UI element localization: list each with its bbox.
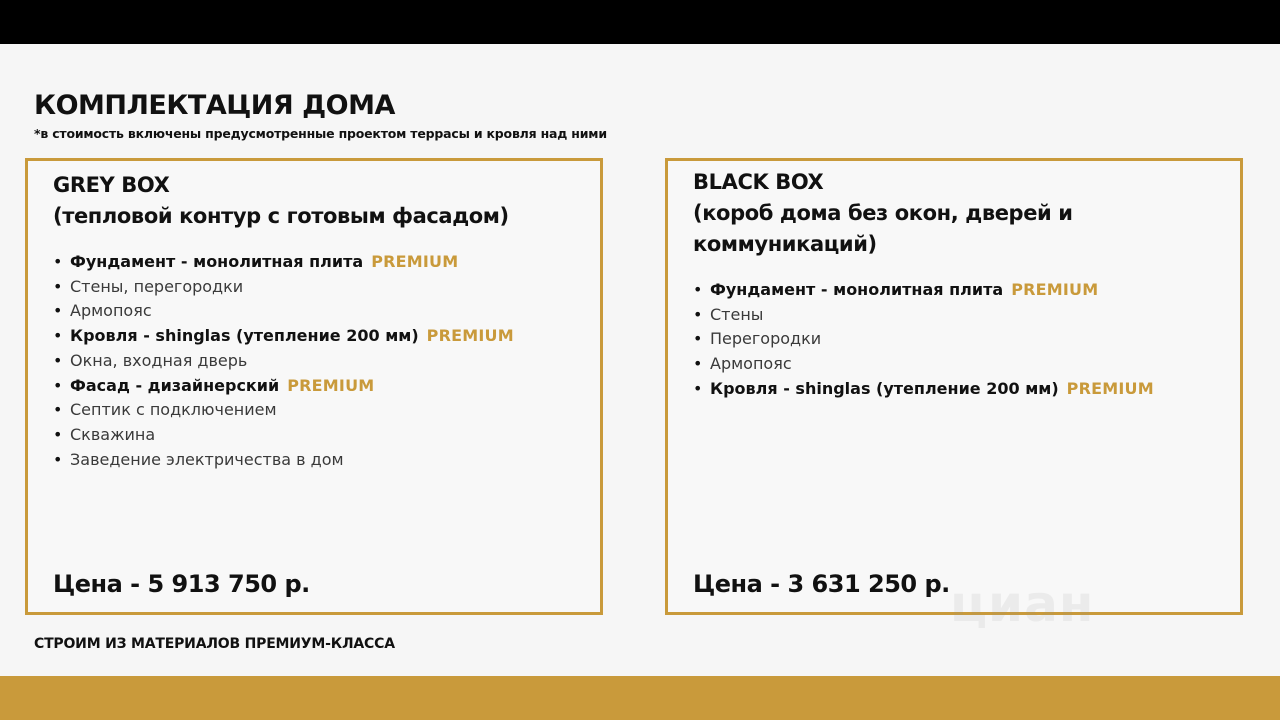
list-item: [53, 398, 514, 423]
bullet-icon: •: [53, 350, 63, 370]
bullet-icon: •: [53, 375, 63, 395]
card-title-description-line2: коммуникаций): [693, 232, 877, 256]
feature-text: Заведение электричества в дом: [70, 449, 344, 469]
feature-text: Стены, перегородки: [70, 276, 244, 296]
list-item: [693, 303, 1154, 328]
page-subtitle: *в стоимость включены предусмотренные проектом террасы и кровля над ними: [34, 126, 607, 141]
bottom-bar: [0, 676, 1280, 720]
price: Цена - 5 913 750 р.: [53, 570, 310, 598]
list-item: [693, 327, 1154, 352]
card-title-name: BLACK BOX: [693, 170, 824, 194]
feature-text: Фасад - дизайнерский: [70, 375, 280, 395]
premium-badge: PREMIUM: [287, 375, 375, 395]
card-title-description: (тепловой контур с готовым фасадом): [53, 204, 509, 228]
feature-text: Окна, входная дверь: [70, 350, 248, 370]
card-title: [693, 167, 1233, 260]
feature-text: Кровля - shinglas (утепление 200 мм): [710, 378, 1059, 398]
premium-badge: PREMIUM: [426, 326, 514, 346]
feature-text: Армопояс: [710, 354, 792, 374]
bullet-icon: •: [693, 354, 703, 374]
top-bar: [0, 0, 1280, 44]
card-title-name: GREY BOX: [53, 173, 170, 197]
feature-text: Перегородки: [710, 329, 822, 349]
premium-badge: PREMIUM: [1066, 378, 1154, 398]
bullet-icon: •: [693, 304, 703, 324]
feature-text: Стены: [710, 304, 764, 324]
black-box-card: [665, 158, 1243, 615]
list-item: [53, 423, 514, 448]
card-title: [53, 170, 593, 232]
feature-text: Фундамент - монолитная плита: [70, 252, 364, 271]
feature-list: [693, 278, 1154, 402]
list-item: [53, 349, 514, 374]
feature-text: Армопояс: [70, 301, 152, 321]
feature-text: Скважина: [70, 424, 156, 444]
list-item: [693, 377, 1154, 402]
list-item: [693, 278, 1154, 303]
bullet-icon: •: [53, 449, 63, 469]
bullet-icon: •: [53, 276, 63, 296]
bullet-icon: •: [53, 326, 63, 346]
price: Цена - 3 631 250 р.: [693, 570, 950, 598]
list-item: [53, 448, 514, 473]
feature-list: [53, 250, 514, 472]
watermark-logo: циан: [950, 575, 1095, 633]
feature-text: Кровля - shinglas (утепление 200 мм): [70, 326, 419, 346]
feature-text: Септик с подключением: [70, 400, 277, 420]
bullet-icon: •: [53, 424, 63, 444]
bullet-icon: •: [693, 329, 703, 349]
list-item: [53, 275, 514, 300]
list-item: [53, 324, 514, 349]
list-item: [53, 299, 514, 324]
bullet-icon: •: [693, 378, 703, 398]
grey-box-card: [25, 158, 603, 615]
bullet-icon: •: [693, 280, 703, 299]
list-item: [693, 352, 1154, 377]
bullet-icon: •: [53, 252, 63, 271]
bullet-icon: •: [53, 400, 63, 420]
feature-text: Фундамент - монолитная плита: [710, 280, 1004, 299]
premium-badge: PREMIUM: [371, 252, 459, 271]
list-item: [53, 374, 514, 399]
list-item: [53, 250, 514, 275]
bullet-icon: •: [53, 301, 63, 321]
card-title-description-line1: (короб дома без окон, дверей и: [693, 201, 1073, 225]
premium-badge: PREMIUM: [1011, 280, 1099, 299]
page-title: КОМПЛЕКТАЦИЯ ДОМА: [34, 90, 395, 121]
footer-note: СТРОИМ ИЗ МАТЕРИАЛОВ ПРЕМИУМ-КЛАССА: [34, 636, 395, 652]
